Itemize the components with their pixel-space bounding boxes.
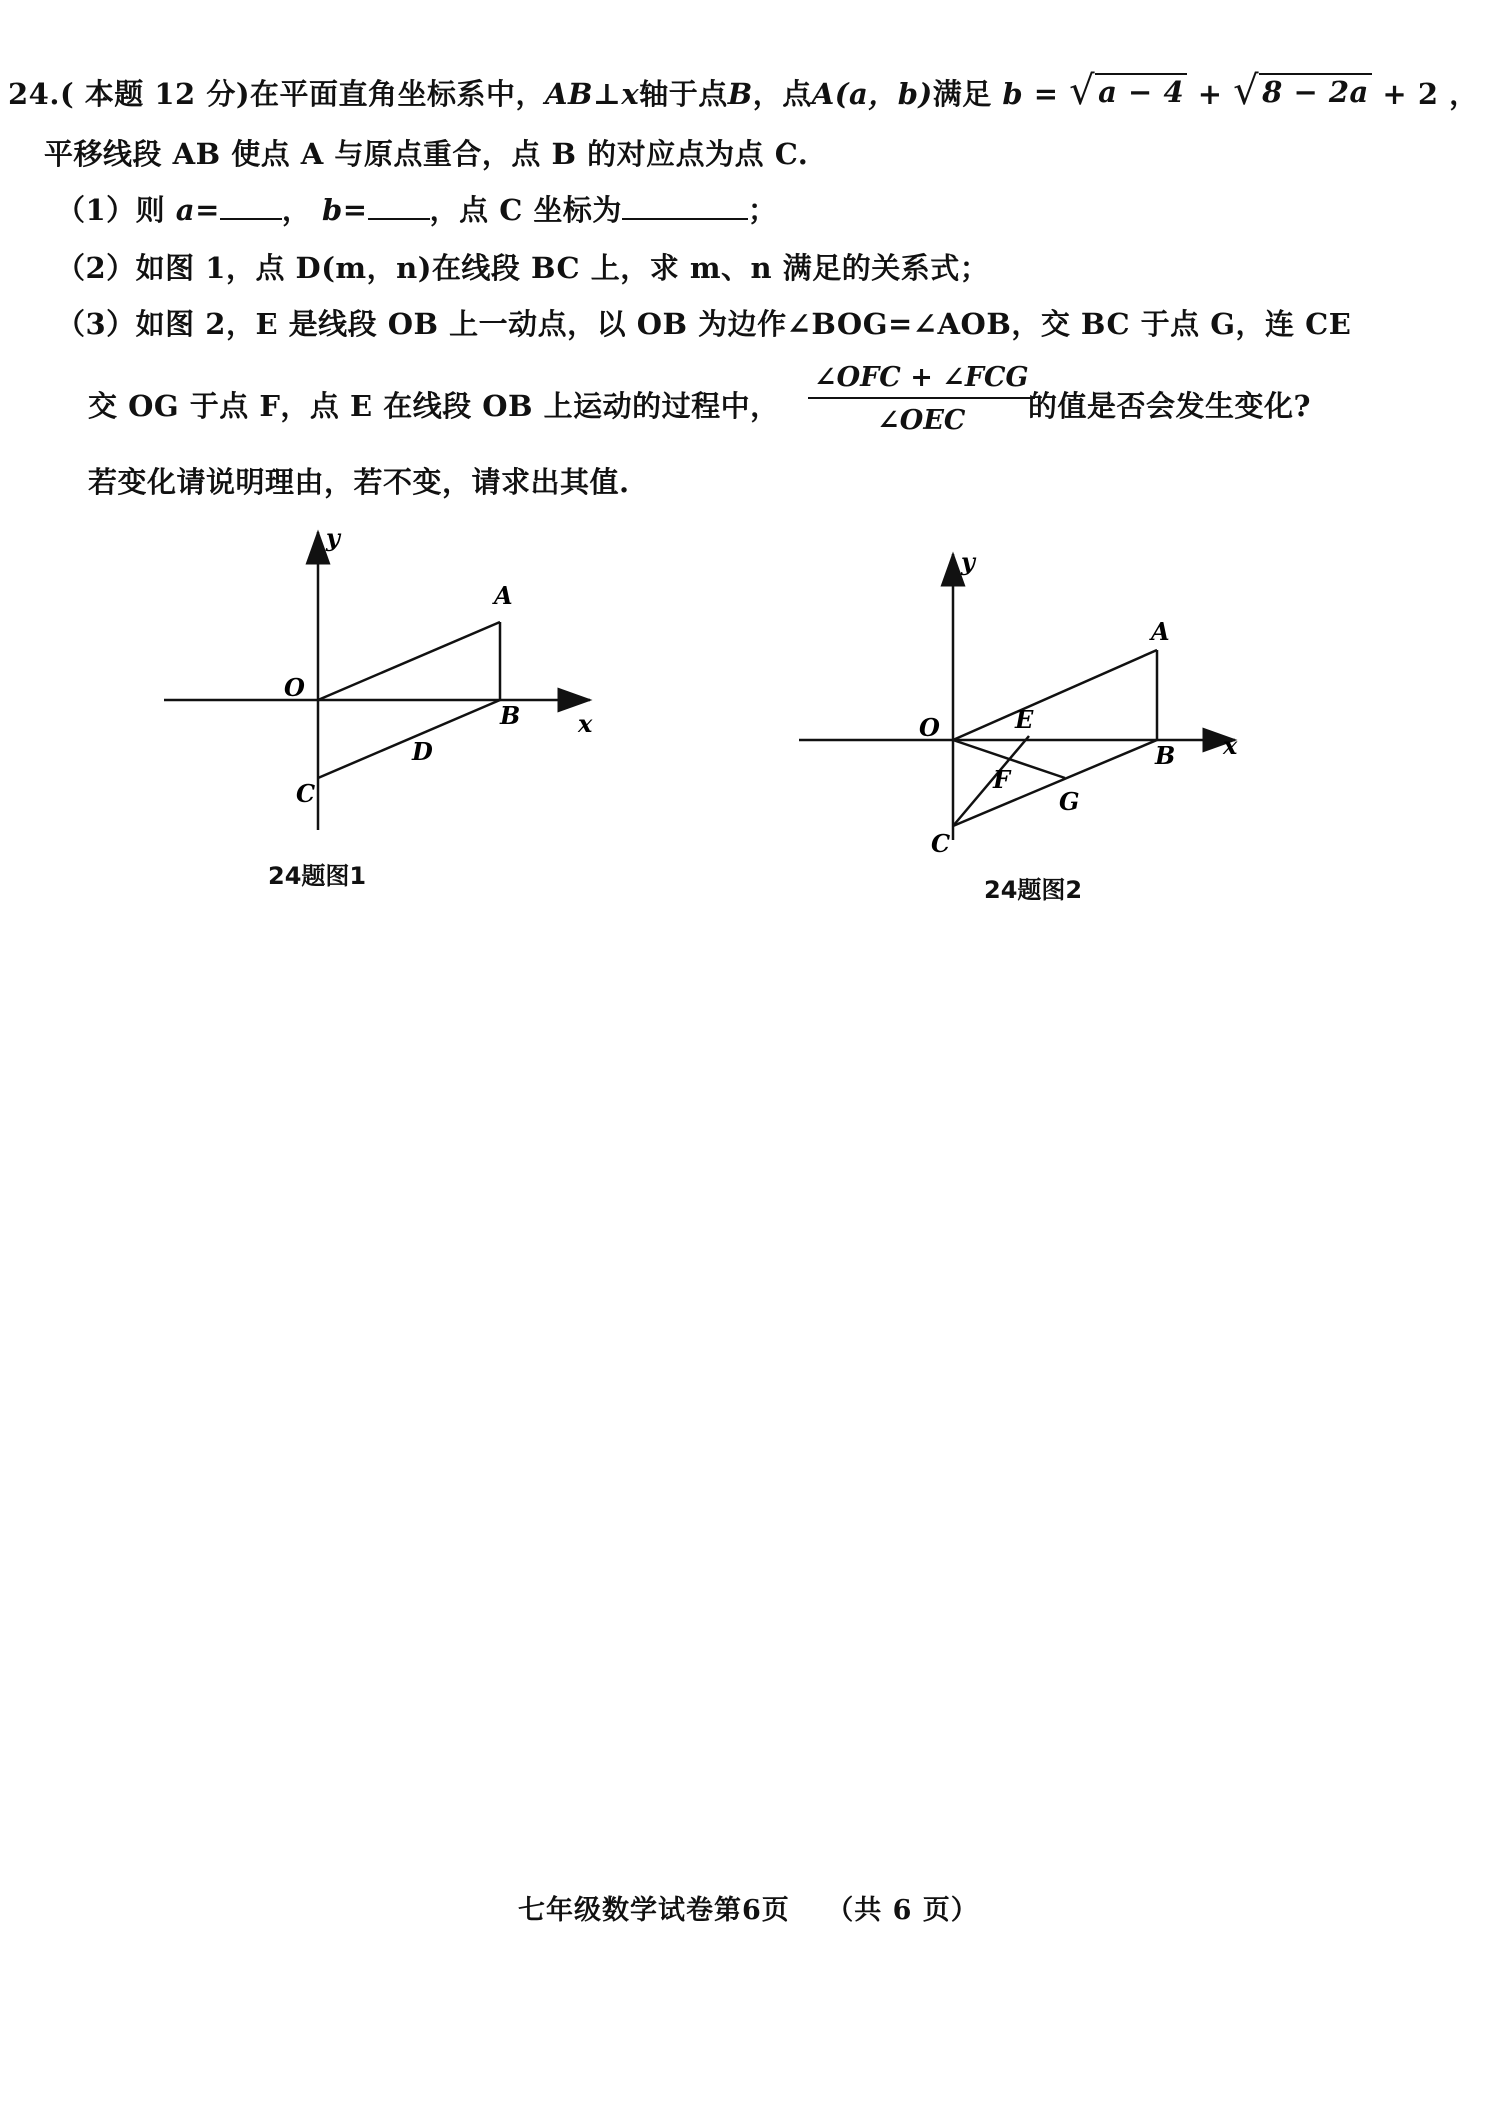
question-number: 24. bbox=[8, 77, 60, 111]
footer-page: 七年级数学试卷第6页 bbox=[518, 1895, 790, 1926]
fig1-label-d: D bbox=[412, 737, 433, 766]
angle-fraction bbox=[808, 362, 1035, 436]
part-1: （1）则 a= ， b= ，点 C 坐标为 ； bbox=[56, 188, 777, 229]
sqrt-term-2: √ 8 − 2a bbox=[1233, 73, 1372, 109]
sqrt-term-1: √ a − 4 bbox=[1069, 73, 1187, 109]
figure-1 bbox=[160, 520, 620, 850]
part-1-label: （1）则 bbox=[56, 193, 166, 227]
answer-blank-a[interactable] bbox=[220, 190, 282, 220]
fraction-numerator: ∠OFC + ∠FCG bbox=[808, 362, 1035, 399]
comma-text: ，点 bbox=[752, 77, 812, 111]
point-a-coordinate: A(a，b) bbox=[811, 77, 933, 111]
page-footer bbox=[518, 1888, 979, 1927]
footer-total: （共 6 页） bbox=[826, 1895, 979, 1926]
part-1-c-text: ，点 C 坐标为 bbox=[429, 193, 622, 227]
part-3-line-2-post: 的值是否会发生变化? bbox=[1028, 389, 1311, 423]
figure-1-caption: 24题图1 bbox=[268, 862, 367, 890]
question-line-2: 平移线段 AB 使点 A 与原点重合，点 B 的对应点为点 C. bbox=[44, 137, 809, 171]
fig1-label-c: C bbox=[296, 779, 316, 808]
plus-sign: + bbox=[1197, 77, 1223, 111]
fig2-label-x: x bbox=[1223, 731, 1238, 760]
plus-two: + 2 ， bbox=[1382, 77, 1479, 111]
fig1-label-a: A bbox=[494, 581, 513, 610]
fig2-label-b: B bbox=[1155, 741, 1176, 770]
part-1-b: b= bbox=[322, 193, 368, 227]
fig2-segment-ce bbox=[953, 736, 1029, 826]
fig1-label-o: O bbox=[284, 673, 305, 702]
fig2-label-e: E bbox=[1015, 705, 1034, 734]
formula-lhs: b = bbox=[1002, 77, 1059, 111]
question-line-1 bbox=[8, 68, 1479, 114]
part-3-line-1: （3）如图 2，E 是线段 OB 上一动点，以 OB 为边作∠BOG=∠AOB，交 BC 于点 G，连 CE bbox=[56, 307, 1352, 341]
fig2-segment-oa bbox=[953, 650, 1157, 740]
fig2-label-g: G bbox=[1059, 787, 1080, 816]
answer-blank-b[interactable] bbox=[368, 190, 430, 220]
question-header: ( 本题 12 分)在平面直角坐标系中， bbox=[59, 77, 546, 111]
answer-blank-c[interactable] bbox=[622, 190, 748, 220]
fig2-label-o: O bbox=[919, 713, 940, 742]
part-3-line-2-pre: 交 OG 于点 F，点 E 在线段 OB 上运动的过程中， bbox=[88, 389, 780, 423]
part-2: （2）如图 1，点 D(m，n)在线段 BC 上，求 m、n 满足的关系式； bbox=[56, 251, 990, 285]
fig2-label-c: C bbox=[931, 829, 951, 858]
condition-text: 轴于点 bbox=[639, 77, 728, 111]
fig1-label-x: x bbox=[578, 709, 593, 738]
point-b-label: B bbox=[727, 77, 753, 111]
fig2-label-a: A bbox=[1151, 617, 1170, 646]
fig1-label-b: B bbox=[500, 701, 521, 730]
satisfies-text: 满足 bbox=[932, 77, 992, 111]
fig2-segment-cb bbox=[953, 740, 1157, 826]
figure-2-caption: 24题图2 bbox=[984, 876, 1083, 904]
condition-perpendicular: AB⊥x bbox=[545, 77, 640, 111]
fig1-label-y: y bbox=[326, 523, 340, 552]
figure-2 bbox=[795, 540, 1295, 880]
part-3-line-3: 若变化请说明理由，若不变，请求出其值. bbox=[88, 465, 630, 499]
fig1-segment-cb bbox=[318, 700, 500, 778]
part-1-a: a= bbox=[175, 193, 220, 227]
fig2-label-y: y bbox=[961, 547, 975, 576]
fig1-segment-oa bbox=[318, 622, 500, 700]
fraction-denominator: ∠OEC bbox=[877, 405, 966, 436]
fig2-label-f: F bbox=[993, 765, 1011, 794]
